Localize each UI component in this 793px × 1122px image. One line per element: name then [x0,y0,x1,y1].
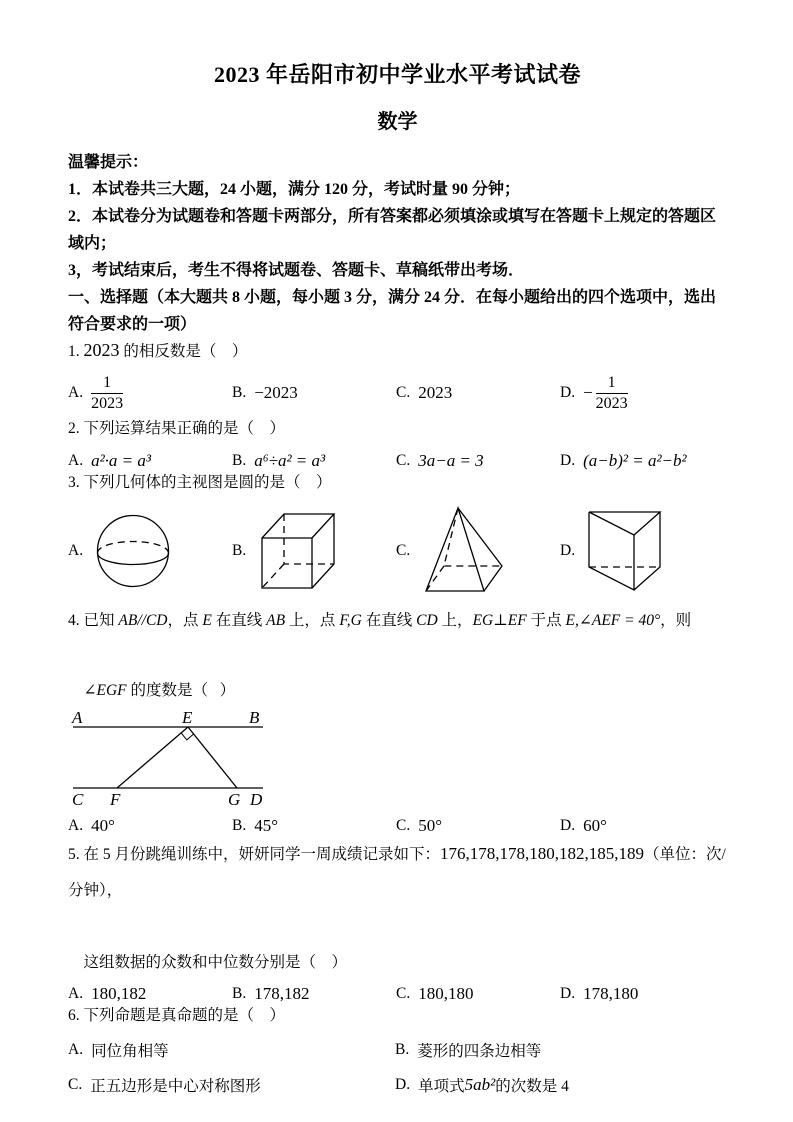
option-6d-math: 5ab² [464,1075,496,1094]
option-2d-label: D. [560,452,576,469]
option-6d-label: D. [395,1076,411,1093]
subject-title: 数学 [377,111,418,133]
question-6-stem: 6. 下列命题是真命题的是（ ） [68,1007,286,1024]
option-5d [560,984,727,1004]
option-4d [560,816,727,836]
question-2-options [68,451,727,471]
minus-sign: − [583,383,593,402]
option-1d-label: D. [560,384,576,401]
question-1-text: 的相反数是（ ） [119,343,248,360]
stem-text: 在直线 [211,612,267,629]
question-2 [68,417,727,471]
parallel-lines-figure [70,709,270,809]
option-2b-label: B. [232,452,247,469]
question-6-options-row-1 [68,1039,727,1061]
stem-text: 于点 [526,612,566,629]
question-1-options [68,369,727,417]
option-2a-value: a²·a = a³ [91,451,151,470]
option-5b [232,984,396,1004]
fraction-numerator: 1 [91,373,123,394]
question-5-options [68,984,727,1004]
option-2b-value: a⁶÷a² = a³ [254,451,326,470]
pyramid-figure [422,506,506,596]
option-3b-label: B. [232,542,247,559]
question-2-stem: 2. 下列运算结果正确的是（ ） [68,420,286,437]
option-4b [232,816,396,836]
question-1-math: 2023 [83,340,120,360]
option-1c [396,383,560,403]
option-2a [68,451,232,471]
option-6b [395,1039,727,1061]
data-series: 176,178,178,180,182,185,189 [440,844,645,863]
option-6c [68,1074,395,1096]
stem-text: 在直线 [361,612,417,629]
option-4b-value: 45° [254,816,279,835]
option-1c-value: 2023 [418,383,453,402]
point-label-C: C [72,790,84,809]
question-1-stem [68,338,727,364]
stem-math: EG⊥EF [472,612,527,629]
figure-option-d [560,509,727,593]
question-4-stem [68,603,727,708]
option-5c-value: 180,180 [418,984,474,1003]
question-5 [68,836,727,1004]
point-label-E: E [182,709,193,727]
option-2d [560,451,727,471]
point-label-D: D [250,790,263,809]
point-label-A: A [72,709,83,727]
option-3d-label: D. [560,542,576,559]
option-5d-value: 178,180 [583,984,639,1003]
notice-item-1: 1．本试卷共三大题，24 小题，满分 120 分，考试时量 90 分钟； [68,181,521,198]
option-3c-label: C. [396,542,411,559]
option-5a-value: 180,182 [91,984,147,1003]
option-2b [232,451,396,471]
option-3a-label: A. [68,542,84,559]
stem-math: CD [416,612,438,629]
stem-text: 上，点 [285,612,340,629]
question-5-stem [68,836,727,981]
option-6a-label: A. [68,1041,84,1058]
option-1c-label: C. [396,384,411,401]
notice-item-3: 3，考试结束后，考生不得将试题卷、答题卡、草稿纸带出考场． [68,262,525,279]
sphere-figure [95,512,171,590]
option-1d-fraction [596,373,628,414]
option-4c-value: 50° [418,816,443,835]
stem-text: ，则 [660,612,692,629]
notice-block [68,149,727,338]
question-3-stem: 3. 下列几何体的主视图是圆的是（ ） [68,474,332,491]
stem-math: AB//CD [118,612,168,629]
stem-math: F,G [339,612,362,629]
option-5b-value: 178,182 [254,984,310,1003]
section-one-heading-cont: 符合要求的一项） [68,316,197,333]
option-6a-value: 同位角相等 [91,1043,169,1060]
option-5a-label: A. [68,985,84,1002]
option-4a [68,816,232,836]
option-4a-value: 40° [91,816,115,835]
option-6d [395,1074,727,1096]
question-3-figures [68,499,727,603]
option-6d-text: 的次数是 4 [495,1078,569,1095]
option-1b-label: B. [232,384,247,401]
stem-math: AB [266,612,286,629]
stem-text: 这组数据的众数和中位数分别是（ ） [83,954,348,971]
option-2c [396,451,560,471]
figure-option-b [232,510,396,592]
option-4c-label: C. [396,817,411,834]
option-2c-label: C. [396,452,411,469]
option-2d-value: (a−b)² = a²−b² [583,451,687,470]
stem-math: E,∠AEF = 40° [565,612,661,629]
fraction-denominator: 2023 [595,394,628,412]
option-6b-value: 菱形的四条边相等 [417,1043,542,1060]
cube-figure [258,510,338,592]
option-4d-label: D. [560,817,576,834]
question-1 [68,338,727,417]
point-label-B: B [249,709,260,727]
triangular-prism-figure [587,509,663,593]
option-1b [232,383,396,403]
option-6c-value: 正五边形是中心对称图形 [90,1078,261,1095]
stem-math: ∠EGF [83,682,127,699]
option-5c-label: C. [396,985,411,1002]
option-6c-label: C. [68,1076,83,1093]
stem-math: E [202,612,212,629]
question-4-options [68,816,727,836]
option-5b-label: B. [232,985,247,1002]
stem-text: （单位：次/分钟）， [68,846,726,899]
figure-option-a [68,512,232,590]
option-1a [68,373,232,414]
option-5a [68,984,232,1004]
option-1b-value: −2023 [254,383,298,402]
option-2a-label: A. [68,452,84,469]
option-4b-label: B. [232,817,247,834]
figure-option-c [396,506,560,596]
stem-text: 5. 在 5 月份跳绳训练中，妍妍同学一周成绩记录如下： [68,846,441,863]
option-4d-value: 60° [583,816,607,835]
notice-item-2-cont: 域内； [68,235,117,252]
option-4a-label: A. [68,817,84,834]
question-3 [68,471,727,603]
stem-text: 的度数是（ ） [126,682,236,699]
option-6d-text: 单项式 [418,1078,465,1095]
fraction-denominator: 2023 [91,394,124,412]
option-2c-value: 3a−a = 3 [418,451,484,470]
option-5d-label: D. [560,985,576,1002]
stem-text: 4. 已知 [68,612,119,629]
point-label-G: G [228,790,241,809]
notice-item-2: 2．本试卷分为试题卷和答题卡两部分，所有答案都必须填涂或填写在答题卡上规定的答题区 [68,208,717,225]
notice-heading: 温馨提示： [68,154,149,171]
question-6 [68,1004,727,1096]
question-6-options-row-2 [68,1074,727,1096]
stem-text: 上， [437,612,473,629]
stem-text: ，点 [167,612,203,629]
question-4 [68,603,727,836]
question-1-number: 1. [68,343,80,360]
fraction-numerator: 1 [596,373,628,394]
option-1a-label: A. [68,384,84,401]
point-label-F: F [110,790,121,809]
option-1a-fraction [91,373,123,414]
section-one-heading: 一、选择题（本大题共 8 小题，每小题 3 分，满分 24 分．在每小题给出的四个选项中，选出 [68,289,717,306]
option-1d [560,373,727,414]
option-4c [396,816,560,836]
page-title: 2023 年岳阳市初中学业水平考试试卷 [213,62,581,87]
option-5c [396,984,560,1004]
option-6b-label: B. [395,1041,410,1058]
option-6a [68,1039,395,1061]
